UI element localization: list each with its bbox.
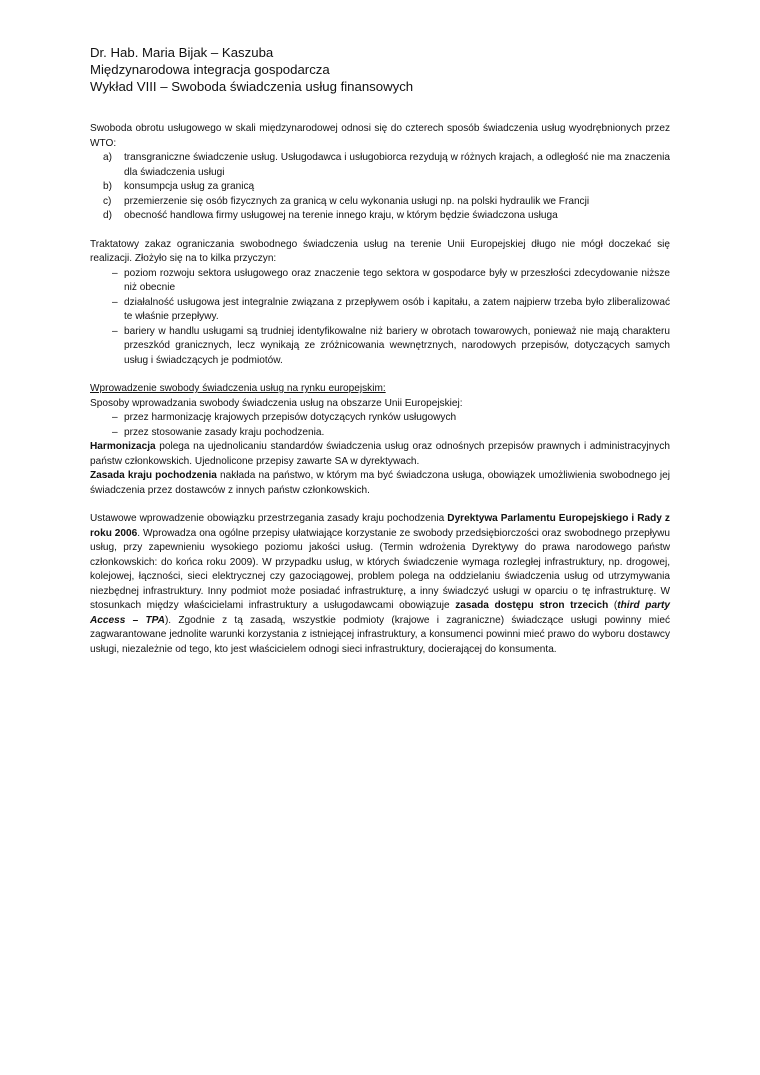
term-zasada-kraju-pochodzenia: Zasada kraju pochodzenia: [90, 470, 217, 481]
list-marker: a): [103, 152, 112, 163]
lettered-list: [90, 151, 670, 224]
tpa-english-term: third party Access – TPA: [90, 600, 670, 626]
list-item-text: bariery w handlu usługami są trudniej identyfikowalne niż bariery w obrotach towarowych, ponieważ nie mają charakteru przeszkód granicznych, lecz wynikają ze zróżnicowania wewnętrznych, narodowych przepisów, dotyczących samych usług i świadczących je podmiotów.: [124, 325, 670, 366]
document-header: [90, 44, 670, 95]
tpa-principle: zasada dostępu stron trzecich: [455, 600, 609, 611]
list-marker: b): [103, 181, 112, 192]
paragraph: Sposoby wprowadzania swobody świadczenia usług na obszarze Unii Europejskiej:: [90, 397, 463, 409]
text-run: ). Zgodnie z tą zasadą, wszystkie podmioty (krajowe i zagraniczne) świadczące usługi powinny mieć zagwarantowane jednolite warunki korzystania z istniejącej infrastruktury, a konsumenci powinni mieć prawo do wyboru dostawcy usługi, niezależnie od tego, kto jest właścicielem odnogi sieci infrastruktury, docierającej do konsumenta.: [90, 614, 670, 655]
dash-list: [90, 267, 670, 369]
paragraph: [90, 512, 670, 657]
list-item-text: poziom rozwoju sektora usługowego oraz znaczenie tego sektora w gospodarce były w przeszłości zdecydowanie niższe niż obecnie: [124, 267, 670, 293]
origin-principle-paragraph: [90, 469, 670, 498]
text-run: Ustawowe wprowadzenie obowiązku przestrzegania zasady kraju pochodzenia: [90, 513, 448, 524]
list-marker: –: [112, 412, 118, 423]
list-item: [90, 195, 670, 210]
list-marker: –: [112, 267, 118, 279]
definition-text: polega na ujednolicaniu standardów świadczenia usług oraz odnośnych przepisów prawnych i administracyjnych państw członkowskich. Ujednolicone przepisy zawarte SA w dyrektywach.: [90, 441, 670, 467]
list-item: [90, 267, 670, 296]
term-harmonizacja: Harmonizacja: [90, 441, 156, 452]
lecture-title: Wykład VIII – Swoboda świadczenia usług finansowych: [90, 79, 414, 94]
harmonization-paragraph: [90, 440, 670, 469]
list-item: [90, 325, 670, 369]
definition-text: nakłada na państwo, w którym ma być świadczona usługa, obowiązek umożliwienia swobodnego jej świadczenia przez dostawców z innych państw członkowskich.: [90, 470, 670, 496]
list-item-text: konsumpcja usług za granicą: [124, 181, 255, 192]
list-marker: c): [103, 195, 112, 207]
list-item-text: transgraniczne świadczenie usług. Usługodawca i usługobiorca rezydują w różnych krajach, a odległość nie ma znaczenia dla świadczenia usługi: [124, 152, 670, 178]
section-introduction-eu: [90, 382, 670, 498]
list-item-text: przemierzenie się osób fizycznych za granicą w celu wykonania usługi np. na polski hydraulik we Francji: [124, 195, 590, 207]
directive-name: Dyrektywa Parlamentu Europejskiego i Rady z roku 2006: [90, 513, 670, 539]
section-directive: [90, 512, 670, 657]
list-marker: d): [103, 210, 112, 221]
list-item: [90, 426, 670, 441]
list-marker: –: [112, 325, 118, 337]
text-run: . Wprowadza ona ogólne przepisy ułatwiające korzystanie ze swobody przedsiębiorczości oraz swobodnego przepływu usług, przy zapewnieniu wysokiego poziomu jakości usług. (Termin wdrożenia Dyrektywy do prawa narodowego państw członkowskich: do końca roku 2009). W przypadku usług, w których świadczenie wymaga rozległej infrastruktury, np. drogowej, kolejowej, łączności, sieci elektrycznej czy gazociągowej, problem polega na oddzielaniu świadczenia usług od utrzymywania niezbędnej infrastruktury. Inny podmiot może posiadać infrastrukturę, a inny świadczyć usługi w oparciu o tę infrastrukturę. W stosunkach między właścicielami infrastruktury a usługodawcami obowiązuje: [90, 527, 670, 611]
section-heading: [90, 382, 670, 397]
paragraph: Swoboda obrotu usługowego w skali międzynarodowej odnosi się do czterech sposób świadczenia usług wyodrębnionych przez WTO:: [90, 123, 670, 149]
list-item-text: przez harmonizację krajowych przepisów dotyczących rynków usługowych: [124, 412, 457, 423]
list-item-text: obecność handlowa firmy usługowej na terenie innego kraju, w którym będzie świadczona usługa: [124, 210, 558, 221]
section-wto-modes: [90, 122, 670, 224]
list-item: [90, 151, 670, 180]
text-run: (: [608, 600, 618, 611]
document-body: [90, 122, 670, 657]
dash-list: [90, 411, 670, 440]
author-line: Dr. Hab. Maria Bijak – Kaszuba: [90, 45, 274, 60]
list-marker: –: [112, 296, 118, 308]
list-item: [90, 180, 670, 195]
course-title: Międzynarodowa integracja gospodarcza: [90, 62, 330, 77]
list-item: [90, 296, 670, 325]
section-treaty-ban: [90, 238, 670, 369]
list-item-text: działalność usługowa jest integralnie związana z przepływem osób i kapitału, a zatem najpierw trzeba było zliberalizować te właśnie przepływy.: [124, 296, 670, 322]
section-heading-text: Wprowadzenie swobody świadczenia usług na rynku europejskim:: [90, 383, 386, 394]
list-item-text: przez stosowanie zasady kraju pochodzenia.: [124, 426, 325, 438]
list-marker: –: [112, 426, 118, 438]
list-item: [90, 209, 670, 224]
paragraph: Traktatowy zakaz ograniczania swobodnego świadczenia usług na terenie Unii Europejskiej długo nie mógł doczekać się realizacji. Złożyło się na to kilka przyczyn:: [90, 238, 670, 264]
list-item: [90, 411, 670, 426]
